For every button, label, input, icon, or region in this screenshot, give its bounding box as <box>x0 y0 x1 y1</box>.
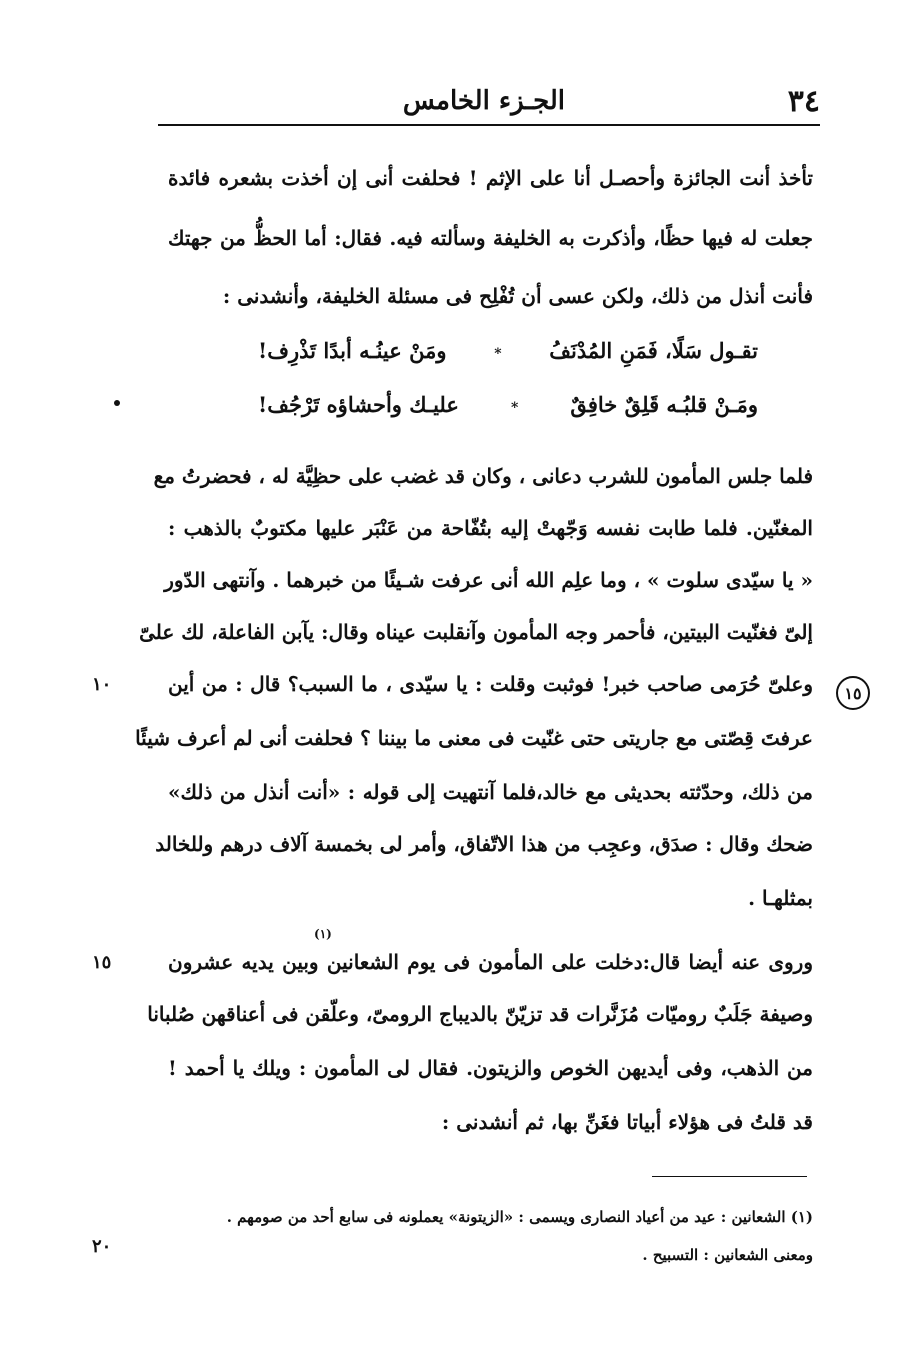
body-line: « يا سيّدى سلوت » ، وما علِم الله أنى عرفت شـيئًا من خبرهما . وآنتهى الدّور <box>164 568 813 592</box>
line-number-20: ٢٠ <box>92 1236 112 1257</box>
running-title: الجـزء الخامس <box>402 86 565 116</box>
body-line: وروى عنه أيضا قال:دخلت على المأمون فى يوم الشعانين وبين يديه عشرون <box>168 950 813 974</box>
body-line: وعلىّ حُرَمى صاحب خبر! فوثبت وقلت : يا سيّدى ، ما السبب؟ قال : من أين <box>168 672 813 696</box>
footnote-reference: (١) <box>314 927 332 941</box>
folio-badge-number: ١٥ <box>844 683 862 703</box>
page-header <box>160 82 820 122</box>
margin-dot <box>114 400 120 406</box>
header-rule <box>158 124 820 126</box>
body-line: من الذهب، وفى أيديهن الخوص والزيتون. فقال لى المأمون : ويلك يا أحمد ! <box>168 1056 813 1080</box>
verse-first-hemistich: تقـول سَلًا، فَمَنِ المُدْنَفُ <box>549 338 758 363</box>
body-line: قد قلتُ فى هؤلاء أبياتا فغَنِّ بها، ثم أنشدنى : <box>441 1110 813 1134</box>
body-line: جعلت له فيها حظًا، وأذكرت به الخليفة وسألته فيه. فقال: أما الحظُّ من جهتك <box>168 226 813 250</box>
body-line: المغنّين. فلما طابت نفسه وَجّهتْ إليه بتُفّاحة من عَنْبَر عليها مكتوبٌ بالذهب : <box>168 516 813 540</box>
page-number: ٣٤ <box>787 84 820 119</box>
verse-second-hemistich: عليـك وأحشاؤه تَرْجُف! <box>258 392 459 417</box>
body-line: تأخذ أنت الجائزة وأحصـل أنا على الإثم ! فحلفت أنى إن أخذت بشعره فائدة <box>168 166 814 190</box>
body-line: عرفتَ قِصّتى مع جاريتى حتى غنّيت فى معنى ما بيننا ؟ فحلفت أنى لم أعرف شيئًا <box>135 726 813 750</box>
body-line: فأنت أنذل من ذلك، ولكن عسى أن تُفْلِح فى مسئلة الخليفة، وأنشدنى : <box>222 284 813 308</box>
body-line: إلىّ فغنّيت البيتين، فأحمر وجه المأمون وآنقلبت عيناه وقال: يآبن الفاعلة، لك علىّ <box>139 620 813 644</box>
folio-badge <box>836 676 870 710</box>
verse-first-hemistich: ومَـنْ قلبُـه قَلِقٌ خافِقٌ <box>570 392 758 417</box>
line-number-15: ١٥ <box>92 952 112 973</box>
body-line: بمثلهـا . <box>748 886 813 910</box>
line-number-10: ١٠ <box>92 674 112 695</box>
verse-second-hemistich: ومَنْ عينُـه أبدًا تَذْرِف! <box>258 338 447 363</box>
verse-line <box>258 394 758 415</box>
body-line: فلما جلس المأمون للشرب دعانى ، وكان قد غضب على حظِيَّة له ، فحضرتُ مع <box>153 464 813 488</box>
body-line: ضحك وقال : صدَق، وعجِب من هذا الاتّفاق، وأمر لى بخمسة آلاف درهم وللخالد <box>155 832 813 856</box>
footnote-text: (١) الشعانين : عيد من أعياد النصارى ويسمى : «الزيتونة» يعملونه فى سابع أحد من صومهم . <box>226 1208 813 1226</box>
verse-separator: * <box>494 346 502 362</box>
verse-line <box>258 340 758 361</box>
footnote-rule <box>652 1176 807 1177</box>
footnote-text: ومعنى الشعانين : التسبيح . <box>642 1246 813 1264</box>
body-line: من ذلك، وحدّثته بحديثى مع خالد،فلما آنتهيت إلى قوله : «أنت أنذل من ذلك» <box>168 780 813 804</box>
verse-separator: * <box>510 400 519 416</box>
body-line: وصيفة جَلَبٌ روميّات مُزَنَّرات قد تزيّنّ بالديباج الرومىّ، وعلّقن فى أعناقهن صُلبانا <box>147 1002 813 1026</box>
